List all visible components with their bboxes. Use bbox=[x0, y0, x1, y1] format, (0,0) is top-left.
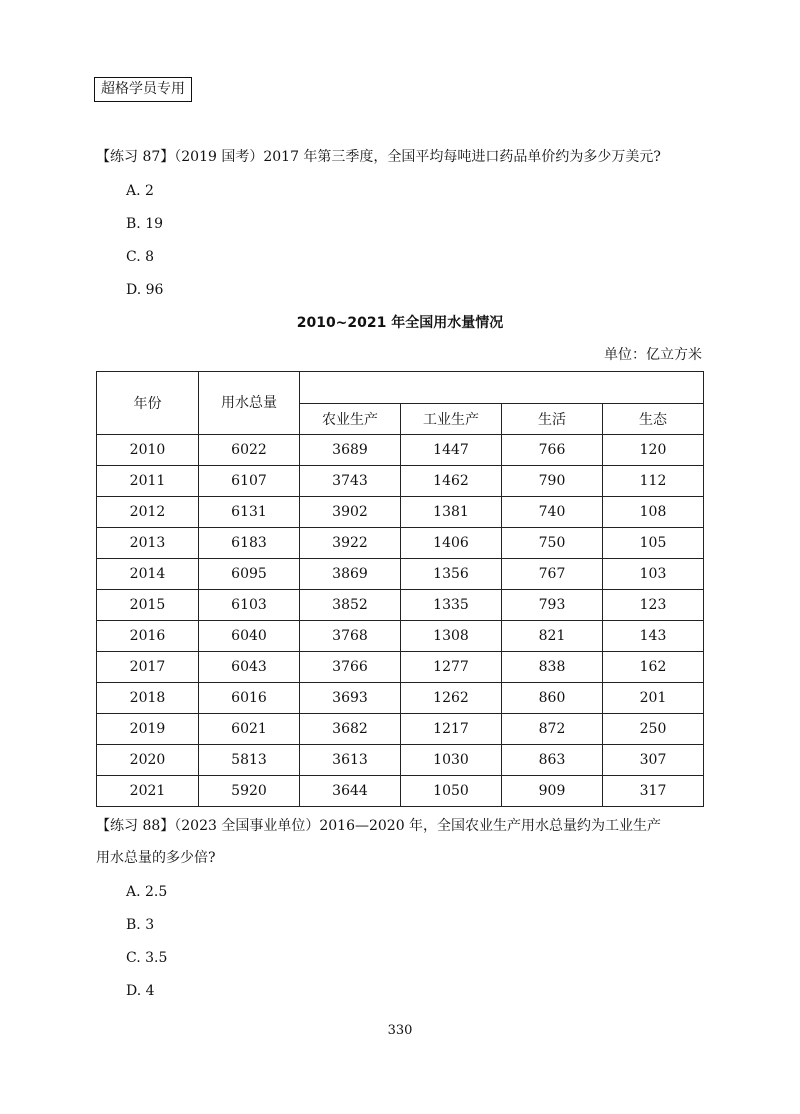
cell-ecology: 123 bbox=[603, 590, 704, 621]
q87-option-b: B. 19 bbox=[126, 216, 164, 232]
cell-agriculture: 3644 bbox=[300, 776, 401, 807]
cell-industry: 1308 bbox=[401, 621, 502, 652]
cell-industry: 1217 bbox=[401, 714, 502, 745]
table-row bbox=[97, 745, 704, 776]
cell-industry: 1462 bbox=[401, 466, 502, 497]
cell-total: 6021 bbox=[199, 714, 300, 745]
cell-ecology: 105 bbox=[603, 528, 704, 559]
table-row bbox=[97, 435, 704, 466]
cell-year: 2018 bbox=[97, 683, 199, 714]
cell-ecology: 307 bbox=[603, 745, 704, 776]
cell-agriculture: 3768 bbox=[300, 621, 401, 652]
water-usage-table bbox=[96, 371, 704, 807]
table-row bbox=[97, 497, 704, 528]
header-category-spacer bbox=[300, 372, 704, 404]
cell-ecology: 201 bbox=[603, 683, 704, 714]
q88-option-d: D. 4 bbox=[126, 983, 155, 999]
cell-domestic: 767 bbox=[502, 559, 603, 590]
cell-ecology: 317 bbox=[603, 776, 704, 807]
cell-year: 2016 bbox=[97, 621, 199, 652]
cell-total: 6022 bbox=[199, 435, 300, 466]
cell-industry: 1335 bbox=[401, 590, 502, 621]
q87-option-a: A. 2 bbox=[126, 183, 154, 199]
cell-year: 2013 bbox=[97, 528, 199, 559]
cell-ecology: 162 bbox=[603, 652, 704, 683]
cell-total: 6103 bbox=[199, 590, 300, 621]
cell-year: 2019 bbox=[97, 714, 199, 745]
cell-year: 2021 bbox=[97, 776, 199, 807]
q87-option-d: D. 96 bbox=[126, 282, 164, 298]
cell-year: 2015 bbox=[97, 590, 199, 621]
question-88-text-line2: 用水总量的多少倍? bbox=[96, 850, 216, 866]
cell-total: 6095 bbox=[199, 559, 300, 590]
cell-domestic: 790 bbox=[502, 466, 603, 497]
table-row bbox=[97, 590, 704, 621]
cell-total: 6016 bbox=[199, 683, 300, 714]
question-88-text-line1: 【练习 88】（2023 全国事业单位）2016—2020 年，全国农业生产用水总量约为工业生产 bbox=[96, 818, 662, 834]
cell-industry: 1356 bbox=[401, 559, 502, 590]
cell-industry: 1030 bbox=[401, 745, 502, 776]
cell-agriculture: 3902 bbox=[300, 497, 401, 528]
cell-domestic: 793 bbox=[502, 590, 603, 621]
cell-agriculture: 3613 bbox=[300, 745, 401, 776]
cell-agriculture: 3922 bbox=[300, 528, 401, 559]
q88-option-a: A. 2.5 bbox=[126, 884, 168, 900]
table-row bbox=[97, 559, 704, 590]
cell-domestic: 863 bbox=[502, 745, 603, 776]
cell-agriculture: 3693 bbox=[300, 683, 401, 714]
q87-option-c: C. 8 bbox=[126, 249, 155, 265]
question-87-text: 【练习 87】（2019 国考）2017 年第三季度，全国平均每吨进口药品单价约为多少万美元? bbox=[96, 149, 661, 165]
table-row bbox=[97, 466, 704, 497]
student-only-badge: 超格学员专用 bbox=[94, 77, 192, 102]
header-industry: 工业生产 bbox=[401, 404, 502, 435]
header-year: 年份 bbox=[97, 372, 199, 435]
cell-total: 6131 bbox=[199, 497, 300, 528]
cell-industry: 1447 bbox=[401, 435, 502, 466]
cell-agriculture: 3682 bbox=[300, 714, 401, 745]
table-row bbox=[97, 683, 704, 714]
cell-ecology: 120 bbox=[603, 435, 704, 466]
cell-agriculture: 3852 bbox=[300, 590, 401, 621]
cell-domestic: 909 bbox=[502, 776, 603, 807]
cell-domestic: 740 bbox=[502, 497, 603, 528]
cell-year: 2014 bbox=[97, 559, 199, 590]
table-unit: 单位：亿立方米 bbox=[604, 347, 702, 363]
cell-industry: 1406 bbox=[401, 528, 502, 559]
q88-option-b: B. 3 bbox=[126, 917, 155, 933]
cell-year: 2012 bbox=[97, 497, 199, 528]
cell-industry: 1277 bbox=[401, 652, 502, 683]
table-row bbox=[97, 528, 704, 559]
cell-total: 6040 bbox=[199, 621, 300, 652]
header-total: 用水总量 bbox=[199, 372, 300, 435]
header-ecology: 生态 bbox=[603, 404, 704, 435]
cell-year: 2017 bbox=[97, 652, 199, 683]
cell-ecology: 143 bbox=[603, 621, 704, 652]
table-row bbox=[97, 621, 704, 652]
cell-total: 6043 bbox=[199, 652, 300, 683]
q88-option-c: C. 3.5 bbox=[126, 950, 168, 966]
table-row bbox=[97, 714, 704, 745]
cell-year: 2011 bbox=[97, 466, 199, 497]
cell-agriculture: 3766 bbox=[300, 652, 401, 683]
cell-total: 5813 bbox=[199, 745, 300, 776]
cell-ecology: 108 bbox=[603, 497, 704, 528]
table-row bbox=[97, 776, 704, 807]
cell-domestic: 860 bbox=[502, 683, 603, 714]
table-body bbox=[97, 435, 704, 807]
cell-ecology: 250 bbox=[603, 714, 704, 745]
cell-total: 5920 bbox=[199, 776, 300, 807]
cell-domestic: 750 bbox=[502, 528, 603, 559]
table-title: 2010~2021 年全国用水量情况 bbox=[296, 315, 504, 331]
cell-agriculture: 3689 bbox=[300, 435, 401, 466]
cell-domestic: 821 bbox=[502, 621, 603, 652]
cell-year: 2010 bbox=[97, 435, 199, 466]
cell-agriculture: 3869 bbox=[300, 559, 401, 590]
cell-domestic: 766 bbox=[502, 435, 603, 466]
cell-year: 2020 bbox=[97, 745, 199, 776]
header-domestic: 生活 bbox=[502, 404, 603, 435]
cell-domestic: 838 bbox=[502, 652, 603, 683]
cell-total: 6183 bbox=[199, 528, 300, 559]
page-number: 330 bbox=[387, 1023, 413, 1038]
cell-industry: 1262 bbox=[401, 683, 502, 714]
table-row bbox=[97, 652, 704, 683]
cell-industry: 1050 bbox=[401, 776, 502, 807]
cell-ecology: 112 bbox=[603, 466, 704, 497]
cell-domestic: 872 bbox=[502, 714, 603, 745]
cell-industry: 1381 bbox=[401, 497, 502, 528]
cell-total: 6107 bbox=[199, 466, 300, 497]
cell-ecology: 103 bbox=[603, 559, 704, 590]
cell-agriculture: 3743 bbox=[300, 466, 401, 497]
header-agriculture: 农业生产 bbox=[300, 404, 401, 435]
